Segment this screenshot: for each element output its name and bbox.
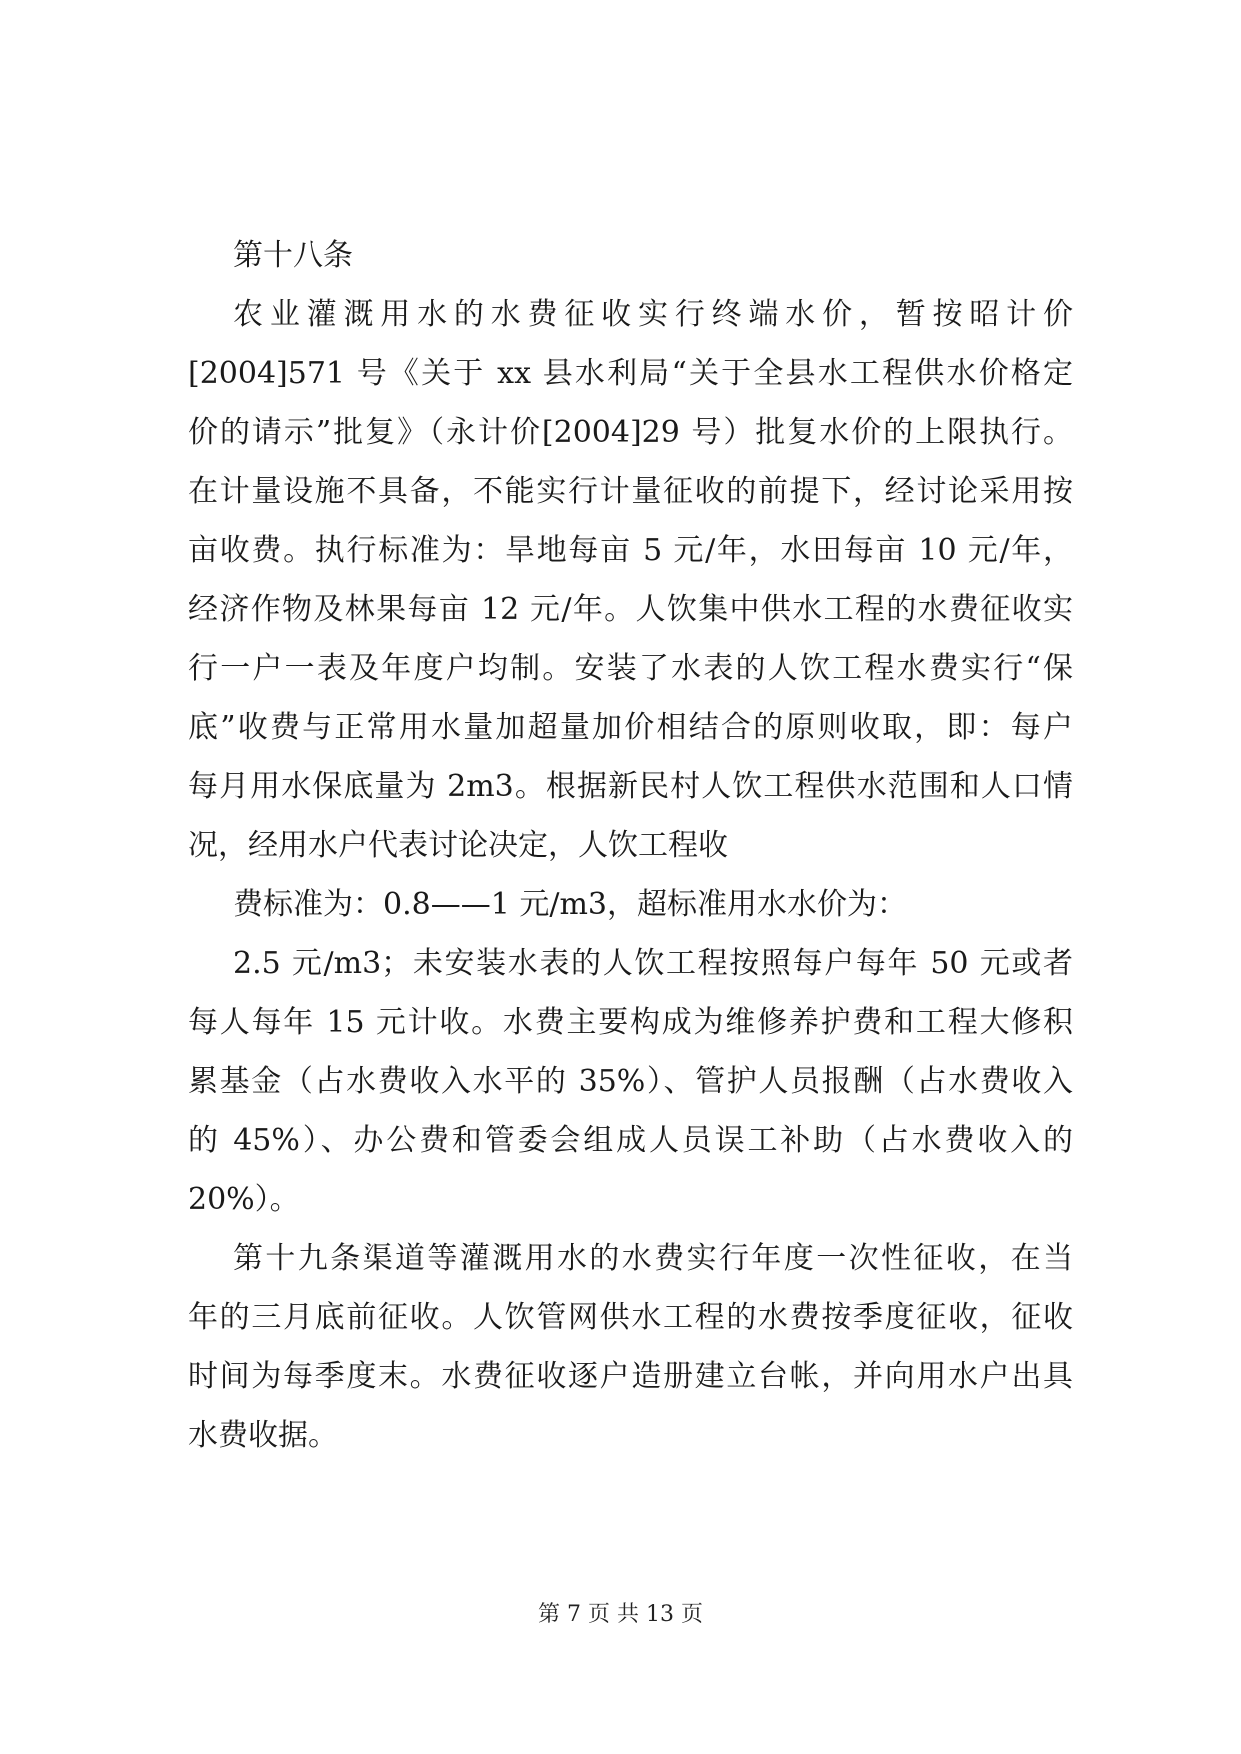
article-19-line: 时间为每季度末。水费征收逐户造册建立台帐，并向用水户出具 bbox=[188, 1359, 1073, 1394]
page-number-footer: 第 7 页 共 13 页 bbox=[538, 1602, 703, 1627]
article-18-line: 行一户一表及年度户均制。安装了水表的人饮工程水费实行“保 bbox=[188, 651, 1073, 686]
article-18-line: 底”收费与正常用水量加超量加价相结合的原则收取，即：每户 bbox=[188, 710, 1073, 745]
article-18-line: 在计量设施不具备，不能实行计量征收的前提下，经讨论采用按 bbox=[188, 474, 1073, 509]
article-19-line: 年的三月底前征收。人饮管网供水工程的水费按季度征收，征收 bbox=[188, 1300, 1073, 1335]
article-18-line: 价的请示”批复》（永计价[2004]29 号）批复水价的上限执行。 bbox=[188, 415, 1073, 450]
article-18-line: 亩收费。执行标准为：旱地每亩 5 元/年，水田每亩 10 元/年， bbox=[188, 533, 1073, 568]
article-18-line: 2.5 元/m3；未安装水表的人饮工程按照每户每年 50 元或者 bbox=[233, 946, 1073, 981]
article-18-line: 农业灌溉用水的水费征收实行终端水价，暂按昭计价 bbox=[233, 297, 1073, 332]
article-18-line: 每月用水保底量为 2m3。根据新民村人饮工程供水范围和人口情 bbox=[188, 769, 1073, 804]
document-body bbox=[188, 227, 1073, 1466]
article-18-line: [2004]571 号《关于 xx 县水利局“关于全县水工程供水价格定 bbox=[188, 356, 1073, 391]
article-18-heading: 第十八条 bbox=[233, 238, 353, 273]
article-19-line: 第十九条渠道等灌溉用水的水费实行年度一次性征收，在当 bbox=[233, 1241, 1073, 1276]
article-18-line: 每人每年 15 元计收。水费主要构成为维修养护费和工程大修积 bbox=[188, 1005, 1073, 1040]
article-18-line: 况，经用水户代表讨论决定，人饮工程收 bbox=[188, 828, 728, 863]
article-19-line: 水费收据。 bbox=[188, 1418, 338, 1453]
article-18-line: 的 45%）、办公费和管委会组成人员误工补助（占水费收入的 bbox=[188, 1123, 1073, 1158]
fee-standard-line: 费标准为：0.8——1 元/m3，超标准用水水价为： bbox=[233, 887, 907, 922]
article-18-line: 20%）。 bbox=[188, 1182, 300, 1217]
article-18-line: 累基金（占水费收入水平的 35%）、管护人员报酬（占水费收入 bbox=[188, 1064, 1073, 1099]
article-18-line: 经济作物及林果每亩 12 元/年。人饮集中供水工程的水费征收实 bbox=[188, 592, 1073, 627]
